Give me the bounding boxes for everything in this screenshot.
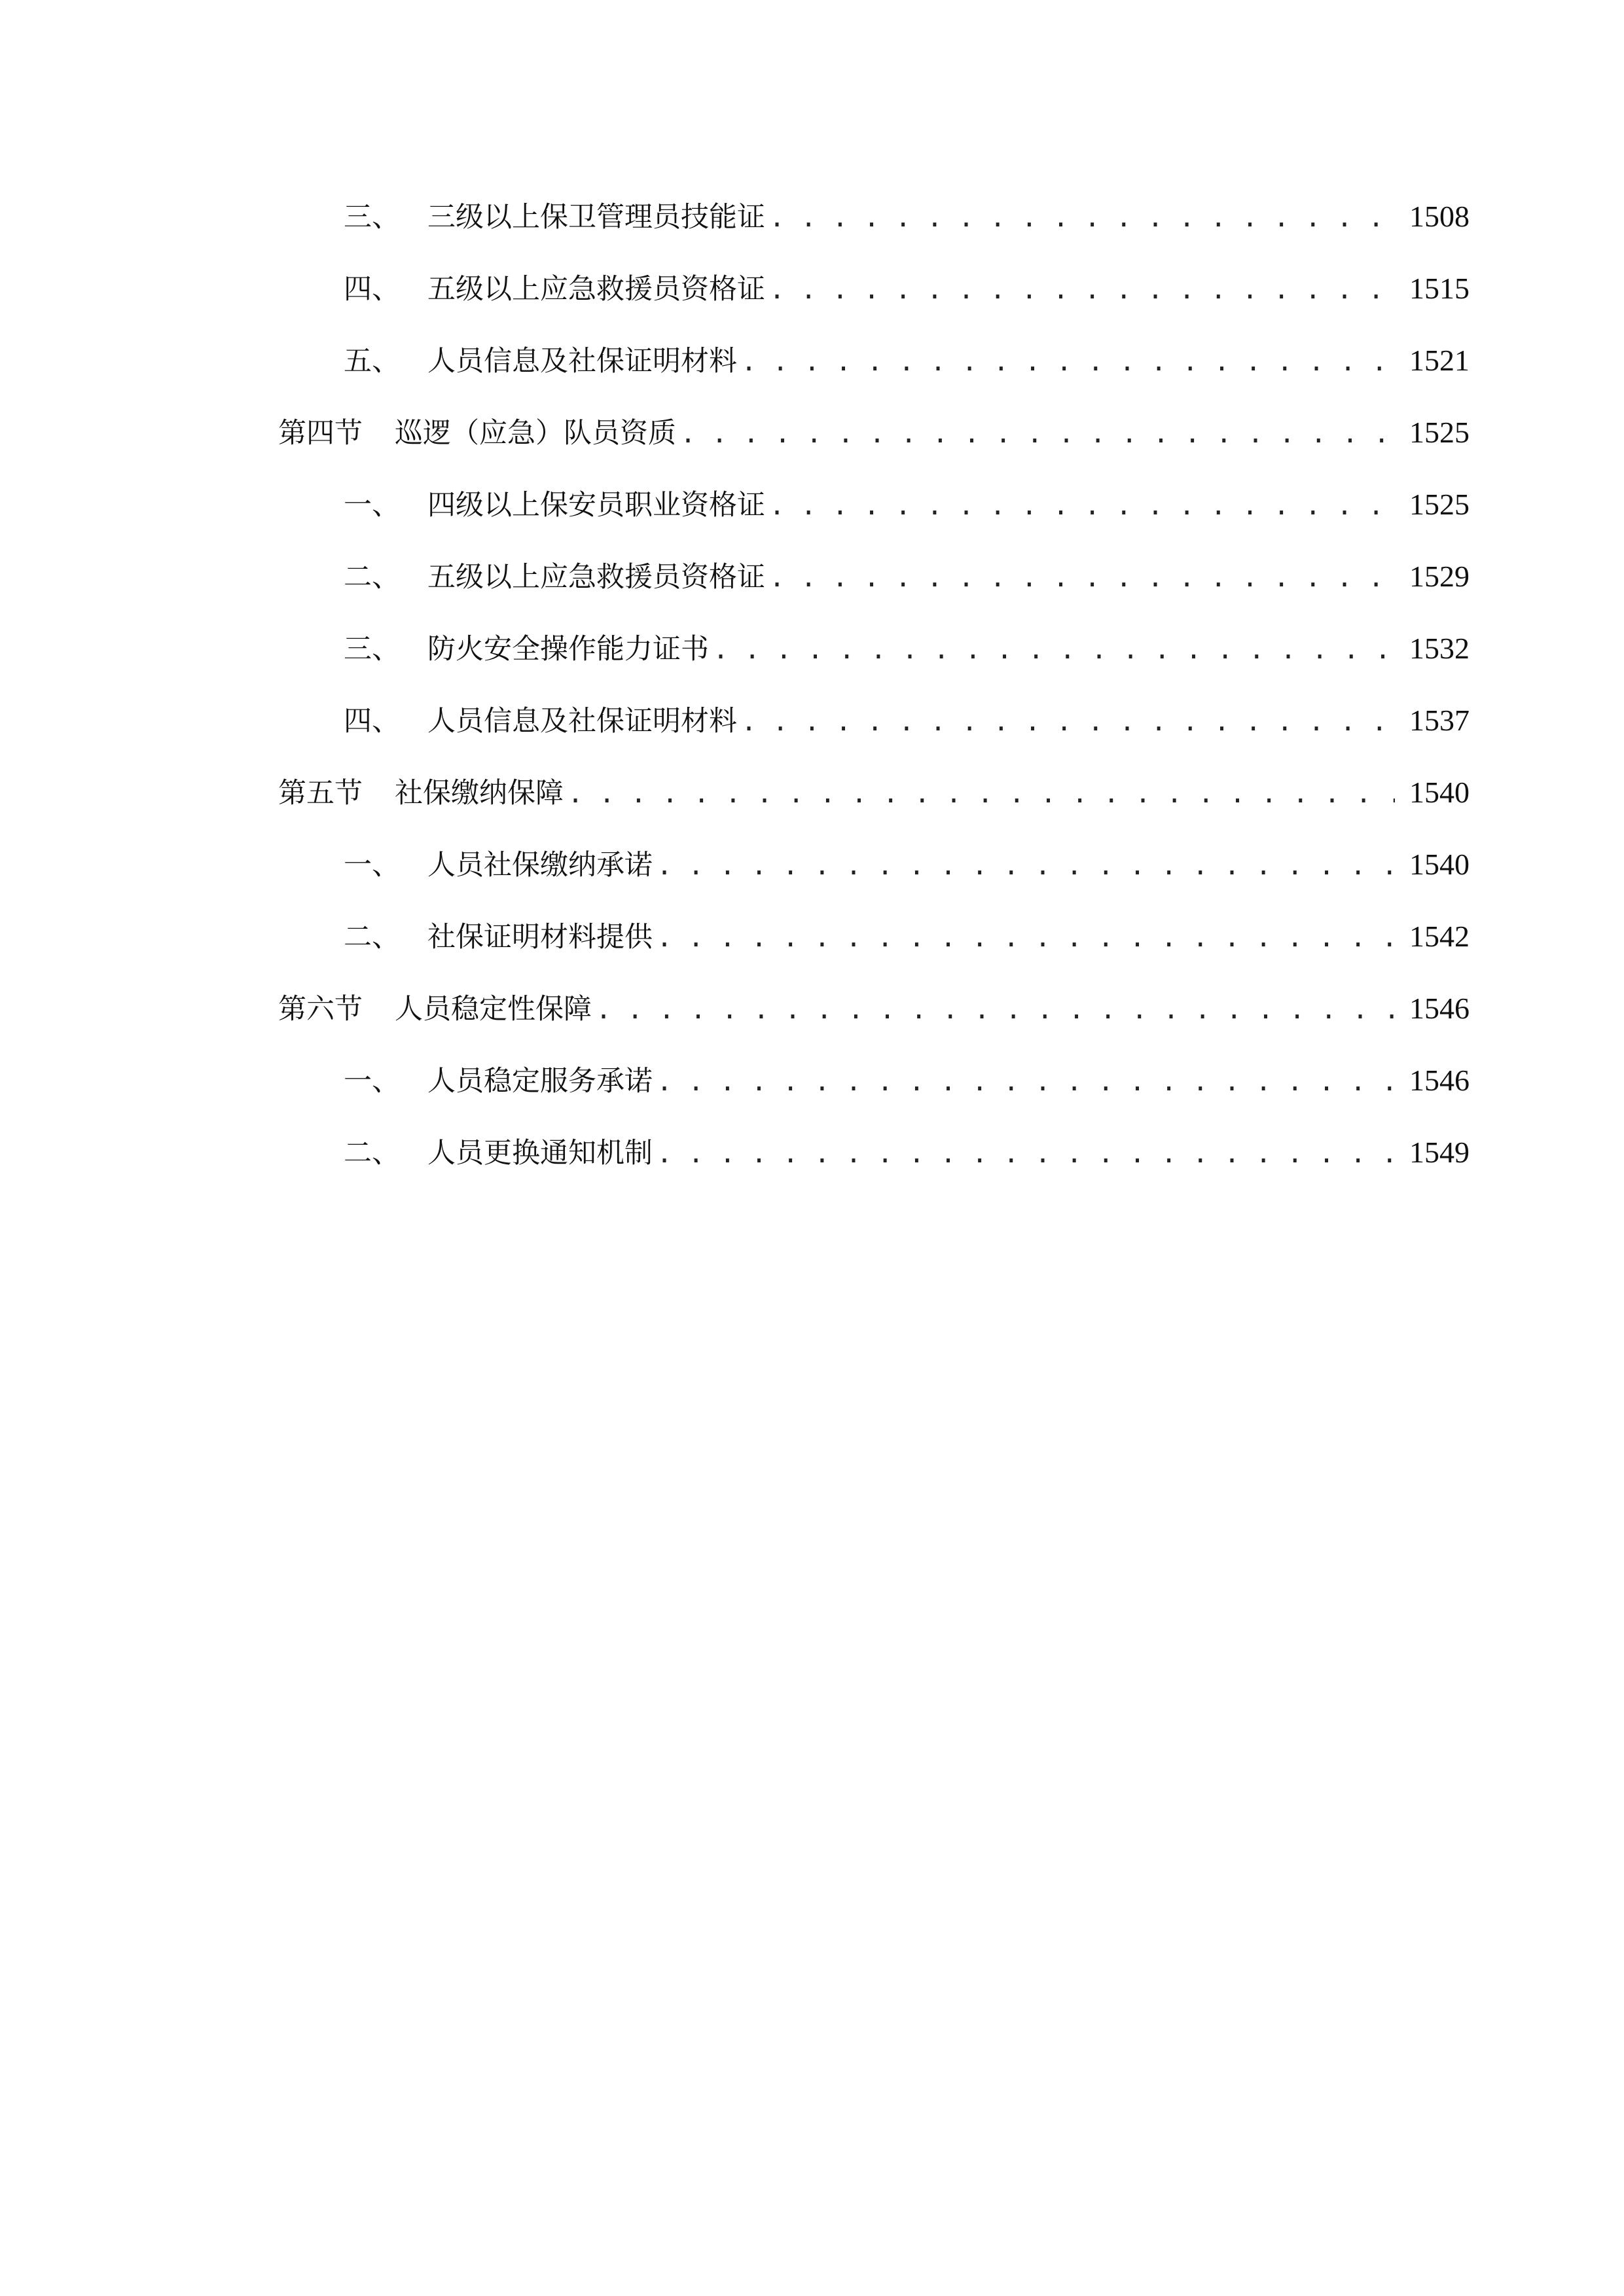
- toc-entry-title: 人员更换通知机制: [427, 1137, 653, 1170]
- toc-dot-leader: [657, 843, 1395, 889]
- toc-section-number: 第五节: [278, 777, 363, 810]
- toc-entry-number: 一、: [344, 489, 400, 522]
- toc-dot-leader: [680, 411, 1395, 457]
- toc-entry[interactable]: [278, 914, 1470, 986]
- toc-entry[interactable]: [278, 482, 1470, 554]
- toc-section-entry[interactable]: [278, 770, 1470, 842]
- toc-entry[interactable]: [278, 338, 1470, 410]
- toc-dot-leader: [568, 771, 1395, 817]
- toc-entry-title: 五级以上应急救援员资格证: [427, 273, 765, 306]
- toc-entry-number: 二、: [344, 921, 400, 954]
- toc-entry-number: 二、: [344, 1137, 400, 1170]
- toc-entry-page: 1532: [1409, 632, 1470, 665]
- toc-entry-title: 人员信息及社保证明材料: [427, 705, 737, 738]
- toc-entry[interactable]: [278, 1058, 1470, 1130]
- toc-entry-number: 四、: [344, 705, 400, 738]
- toc-entry-page: 1549: [1409, 1136, 1470, 1169]
- toc-entry-page: 1515: [1409, 272, 1470, 305]
- toc-entry[interactable]: [278, 842, 1470, 914]
- toc-entry-page: 1525: [1409, 416, 1470, 449]
- toc-entry-page: 1546: [1409, 992, 1470, 1025]
- toc-entry-page: 1540: [1409, 776, 1470, 809]
- toc-section-number: 第六节: [278, 993, 363, 1026]
- toc-entry-page: 1521: [1409, 344, 1470, 377]
- toc-dot-leader: [769, 267, 1395, 313]
- toc-entry[interactable]: [278, 266, 1470, 338]
- toc-entry-number: 二、: [344, 561, 400, 594]
- toc-entry-title: 三级以上保卫管理员技能证: [427, 201, 765, 234]
- toc-section-entry[interactable]: [278, 986, 1470, 1058]
- toc-section-title: 巡逻（应急）队员资质: [395, 417, 676, 450]
- toc-section-number: 第四节: [278, 417, 363, 450]
- toc-dot-leader: [769, 555, 1395, 601]
- toc-entry-number: 五、: [344, 345, 400, 378]
- toc-section-title: 社保缴纳保障: [395, 777, 564, 810]
- toc-entry-title: 四级以上保安员职业资格证: [427, 489, 765, 522]
- toc-entry-title: 社保证明材料提供: [427, 921, 653, 954]
- toc-entry-title: 人员社保缴纳承诺: [427, 849, 653, 882]
- toc-entry-page: 1542: [1409, 920, 1470, 953]
- toc-entry[interactable]: [278, 194, 1470, 266]
- toc-entry[interactable]: [278, 626, 1470, 698]
- toc-dot-leader: [769, 483, 1395, 529]
- toc-entry-number: 三、: [344, 201, 400, 234]
- toc-entry[interactable]: [278, 1130, 1470, 1202]
- toc-dot-leader: [769, 195, 1395, 241]
- toc-entry-title: 防火安全操作能力证书: [427, 633, 709, 666]
- toc-entry-page: 1508: [1409, 200, 1470, 233]
- toc-dot-leader: [596, 987, 1395, 1033]
- toc-dot-leader: [657, 1059, 1395, 1105]
- toc-entry-number: 一、: [344, 1065, 400, 1098]
- toc-entry-title: 五级以上应急救援员资格证: [427, 561, 765, 594]
- toc-entry-title: 人员信息及社保证明材料: [427, 345, 737, 378]
- toc-section-title: 人员稳定性保障: [395, 993, 592, 1026]
- toc-entry-title: 人员稳定服务承诺: [427, 1065, 653, 1098]
- toc-dot-leader: [713, 627, 1395, 673]
- toc-dot-leader: [657, 1131, 1395, 1177]
- toc-entry-page: 1546: [1409, 1064, 1470, 1097]
- toc-entry-page: 1525: [1409, 488, 1470, 521]
- toc-entry-number: 三、: [344, 633, 400, 666]
- toc-entry-number: 四、: [344, 273, 400, 306]
- toc-entry-page: 1537: [1409, 704, 1470, 737]
- toc-dot-leader: [741, 339, 1395, 385]
- table-of-contents: [278, 194, 1470, 1202]
- toc-entry-page: 1529: [1409, 560, 1470, 593]
- toc-dot-leader: [741, 699, 1395, 745]
- toc-entry[interactable]: [278, 698, 1470, 770]
- toc-section-entry[interactable]: [278, 410, 1470, 482]
- toc-dot-leader: [657, 915, 1395, 961]
- toc-entry-number: 一、: [344, 849, 400, 882]
- toc-entry[interactable]: [278, 554, 1470, 626]
- toc-entry-page: 1540: [1409, 848, 1470, 881]
